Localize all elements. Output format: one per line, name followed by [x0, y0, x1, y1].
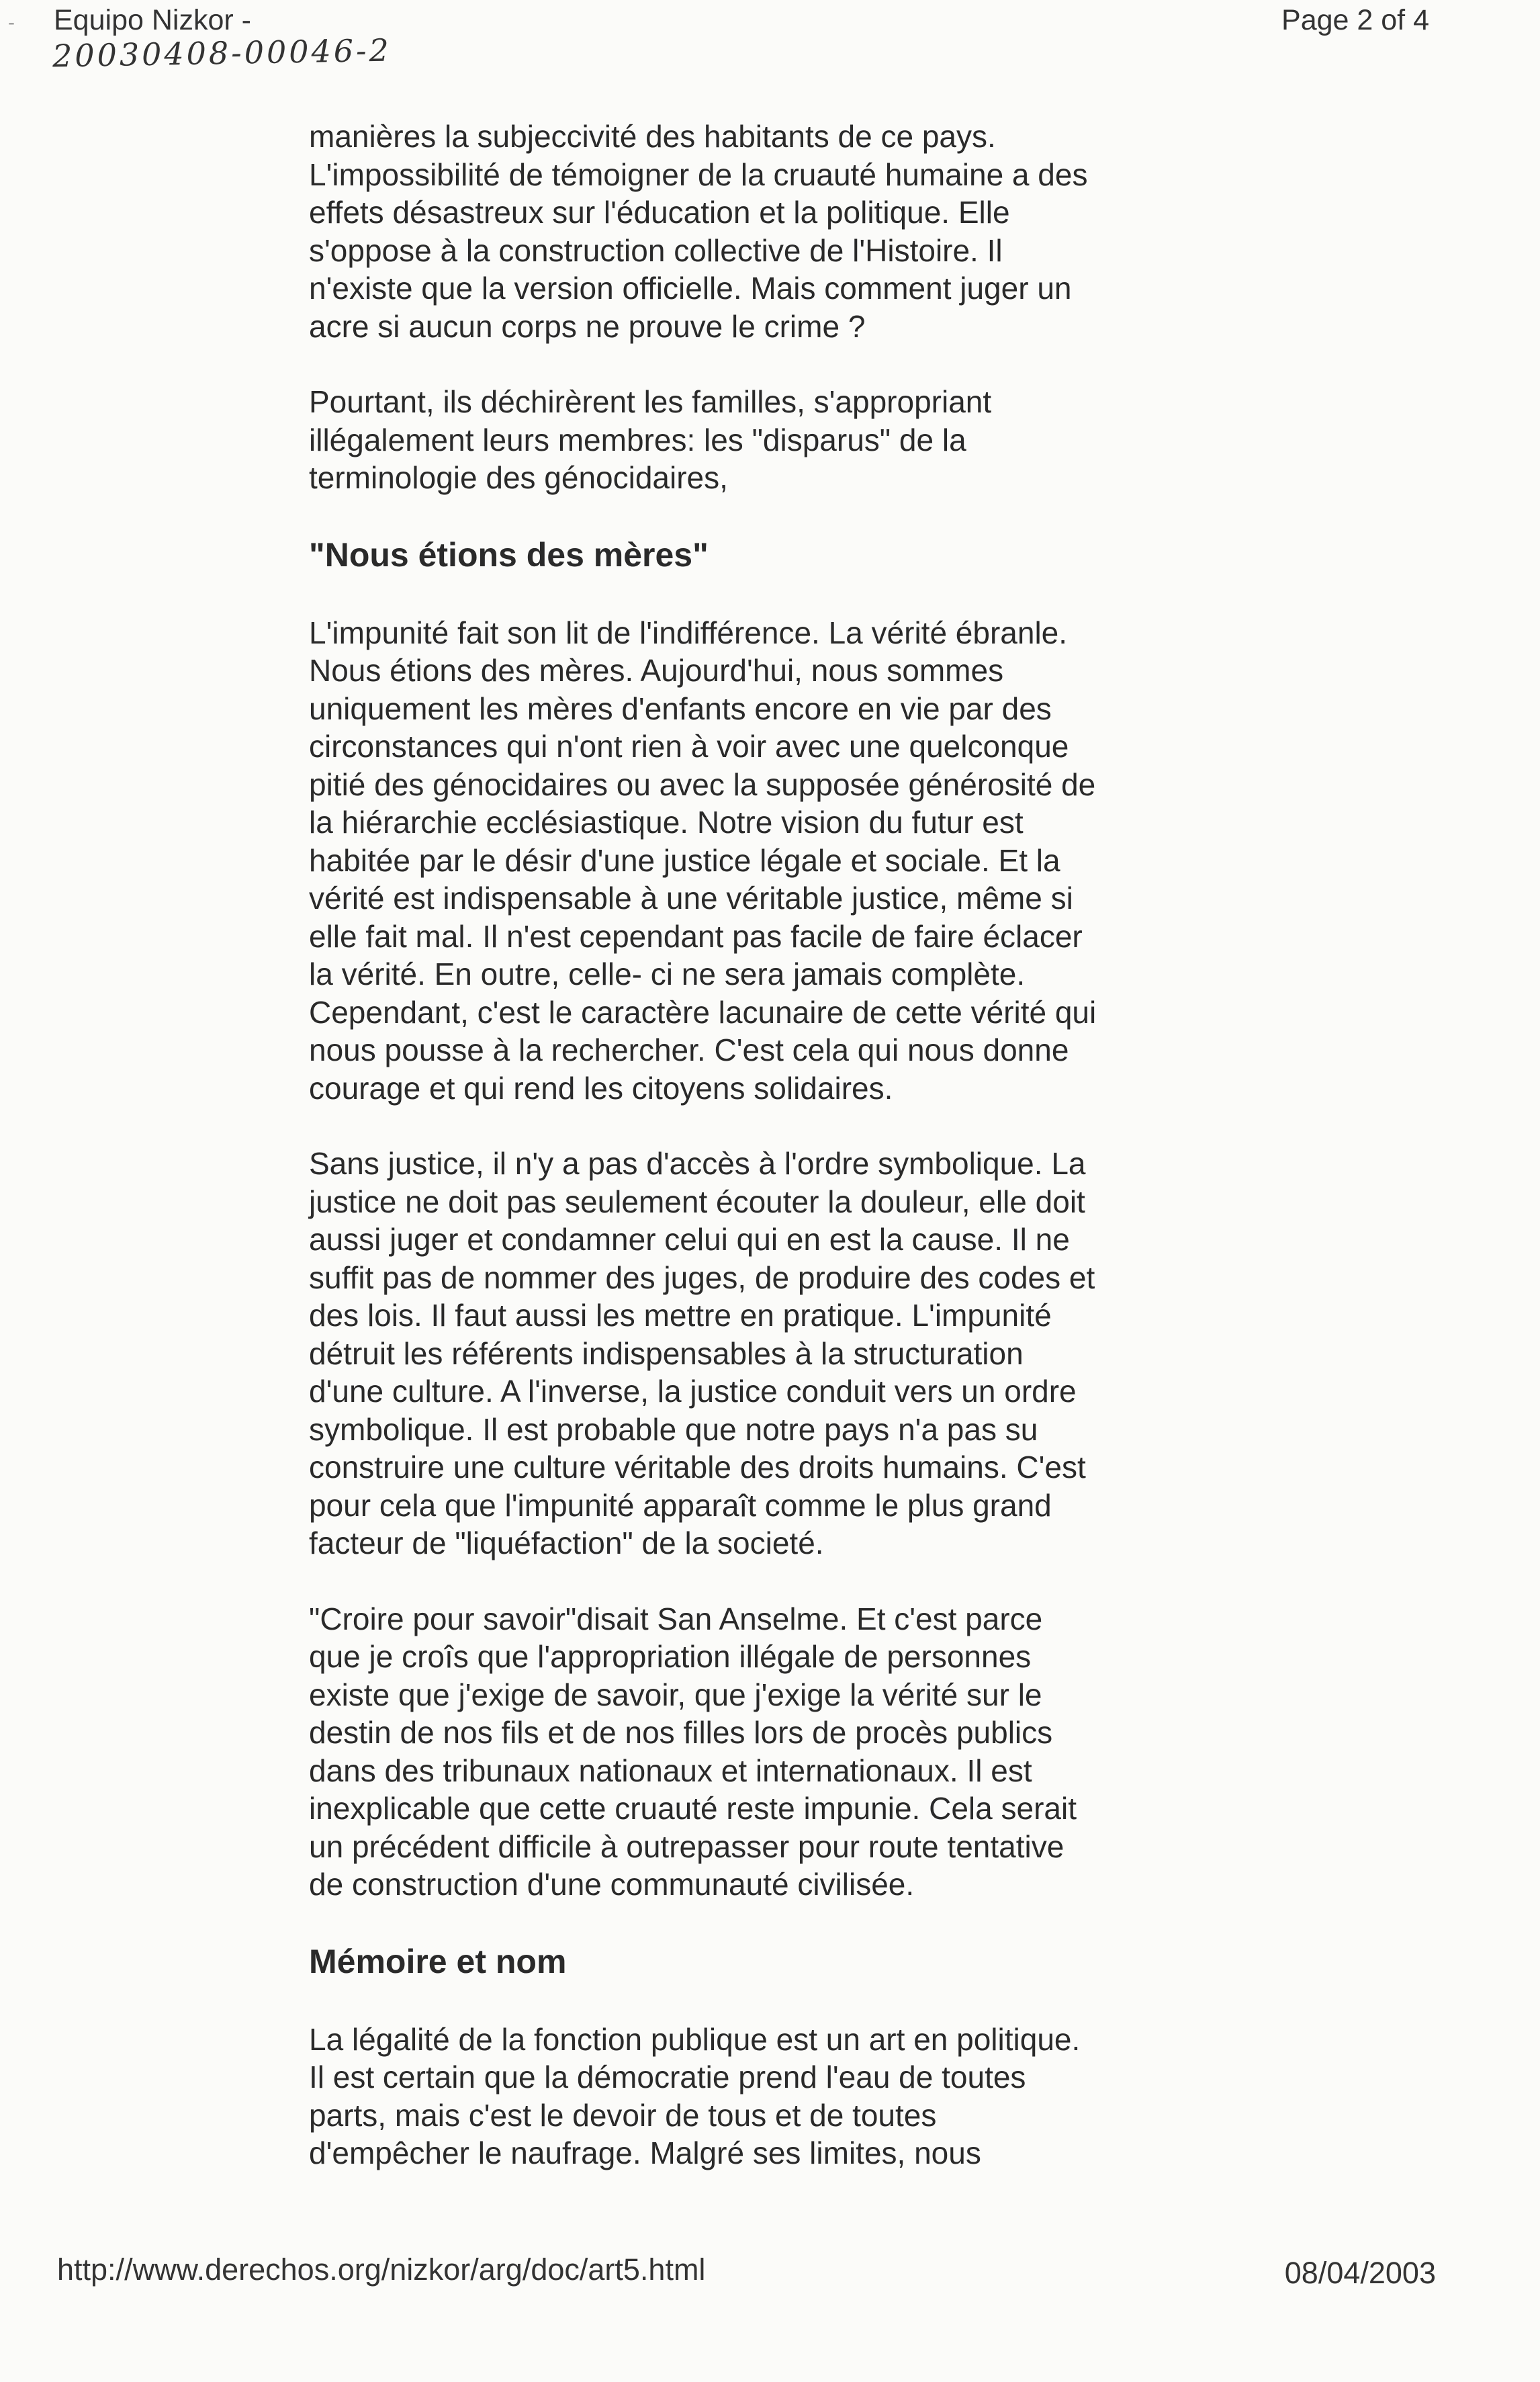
- article-body: [309, 118, 1209, 2210]
- text-line: Cependant, c'est le caractère lacunaire de cette vérité qui: [309, 994, 1097, 1030]
- text-line: la vérité. En outre, celle- ci ne sera jamais complète.: [309, 957, 1026, 991]
- text-line: symbolique. Il est probable que notre pays n'a pas su: [309, 1411, 1038, 1447]
- handwritten-reference: 20030408-00046-2: [52, 32, 392, 75]
- text-line: nous pousse à la rechercher. C'est cela qui nous donne: [309, 1032, 1069, 1067]
- text-line: L'impossibilité de témoigner de la cruauté humaine a des: [309, 157, 1088, 192]
- section-heading-meres: "Nous étions des mères": [309, 535, 709, 574]
- text-line: destin de nos fils et de nos filles lors de procès publics: [309, 1715, 1053, 1750]
- footer-date: 08/04/2003: [1284, 2256, 1436, 2290]
- site-title: Equipo Nizkor -: [54, 4, 251, 36]
- text-line: justice ne doit pas seulement écouter la douleur, elle doit: [309, 1184, 1085, 1219]
- text-line: suffit pas de nommer des juges, de produire des codes et: [309, 1260, 1095, 1295]
- text-line: détruit les référents indispensables à la structuration: [309, 1335, 1024, 1371]
- text-line: courage et qui rend les citoyens solidaires.: [309, 1070, 893, 1106]
- text-line: aussi juger et condamner celui qui en est la cause. Il ne: [309, 1222, 1070, 1257]
- text-line: d'empêcher le naufrage. Malgré ses limites, nous: [309, 2135, 981, 2170]
- text-line: pour cela que l'impunité apparaît comme le plus grand: [309, 1487, 1052, 1523]
- text-line: des lois. Il faut aussi les mettre en pratique. L'impunité: [309, 1298, 1052, 1333]
- text-line: effets désastreux sur l'éducation et la politique. Elle: [309, 195, 1010, 230]
- text-line: elle fait mal. Il n'est cependant pas facile de faire éclacer: [309, 918, 1083, 954]
- paragraph-5: [309, 1600, 1209, 1904]
- text-line: Sans justice, il n'y a pas d'accès à l'ordre symbolique. La: [309, 1146, 1086, 1181]
- text-line: la hiérarchie ecclésiastique. Notre vision du futur est: [309, 805, 1024, 840]
- text-line: un précédent difficile à outrepasser pour route tentative: [309, 1828, 1065, 1864]
- text-line: pitié des génocidaires ou avec la supposée générosité de: [309, 766, 1096, 802]
- text-line: Nous étions des mères. Aujourd'hui, nous sommes: [309, 653, 1004, 688]
- text-line: habitée par le désir d'une justice légale et sociale. Et la: [309, 842, 1060, 878]
- paragraph-3: [309, 614, 1209, 1108]
- text-line: uniquement les mères d'enfants encore en vie par des: [309, 691, 1052, 726]
- text-line: facteur de "liquéfaction" de la societé.: [309, 1526, 824, 1560]
- text-line: s'oppose à la construction collective de l'Histoire. Il: [309, 232, 1003, 268]
- text-line: "Croire pour savoir"disait San Anselme. Et c'est parce: [309, 1601, 1043, 1636]
- text-line: dans des tribunaux nationaux et internationaux. Il est: [309, 1753, 1032, 1788]
- paragraph-6: [309, 2021, 1209, 2172]
- text-line: circonstances qui n'ont rien à voir avec une quelconque: [309, 729, 1069, 764]
- text-line: L'impunité fait son lit de l'indifférence. La vérité ébranle.: [309, 615, 1068, 650]
- text-line: d'une culture. A l'inverse, la justice conduit vers un ordre: [309, 1374, 1077, 1409]
- footer-url: http://www.derechos.org/nizkor/arg/doc/art5.html: [57, 2252, 706, 2287]
- margin-mark: -: [8, 11, 15, 34]
- paragraph-4: [309, 1145, 1209, 1562]
- text-line: terminologie des génocidaires,: [309, 460, 728, 495]
- paragraph-2: [309, 383, 1209, 497]
- text-line: de construction d'une communauté civilisée.: [309, 1867, 915, 1902]
- text-line: vérité est indispensable à une véritable justice, même si: [309, 881, 1073, 916]
- text-line: acre si aucun corps ne prouve le crime ?: [309, 308, 866, 344]
- section-heading-memoire: Mémoire et nom: [309, 1942, 567, 1980]
- page-number: Page 2 of 4: [1281, 4, 1429, 36]
- text-line: inexplicable que cette cruauté reste impunie. Cela serait: [309, 1791, 1077, 1826]
- text-line: illégalement leurs membres: les "disparus" de la: [309, 422, 966, 457]
- text-line: Pourtant, ils déchirèrent les familles, s'appropriant: [309, 384, 992, 419]
- text-line: que je croîs que l'appropriation illégale de personnes: [309, 1639, 1032, 1674]
- text-line: n'existe que la version officielle. Mais comment juger un: [309, 271, 1072, 306]
- paragraph-1: [309, 118, 1209, 345]
- text-line: existe que j'exige de savoir, que j'exige la vérité sur le: [309, 1677, 1042, 1712]
- text-line: parts, mais c'est le devoir de tous et de toutes: [309, 2097, 937, 2133]
- text-line: manières la subjeccivité des habitants de ce pays.: [309, 119, 996, 154]
- text-line: Il est certain que la démocratie prend l'eau de toutes: [309, 2060, 1026, 2094]
- text-line: construire une culture véritable des droits humains. C'est: [309, 1450, 1086, 1485]
- text-line: La légalité de la fonction publique est un art en politique.: [309, 2021, 1081, 2057]
